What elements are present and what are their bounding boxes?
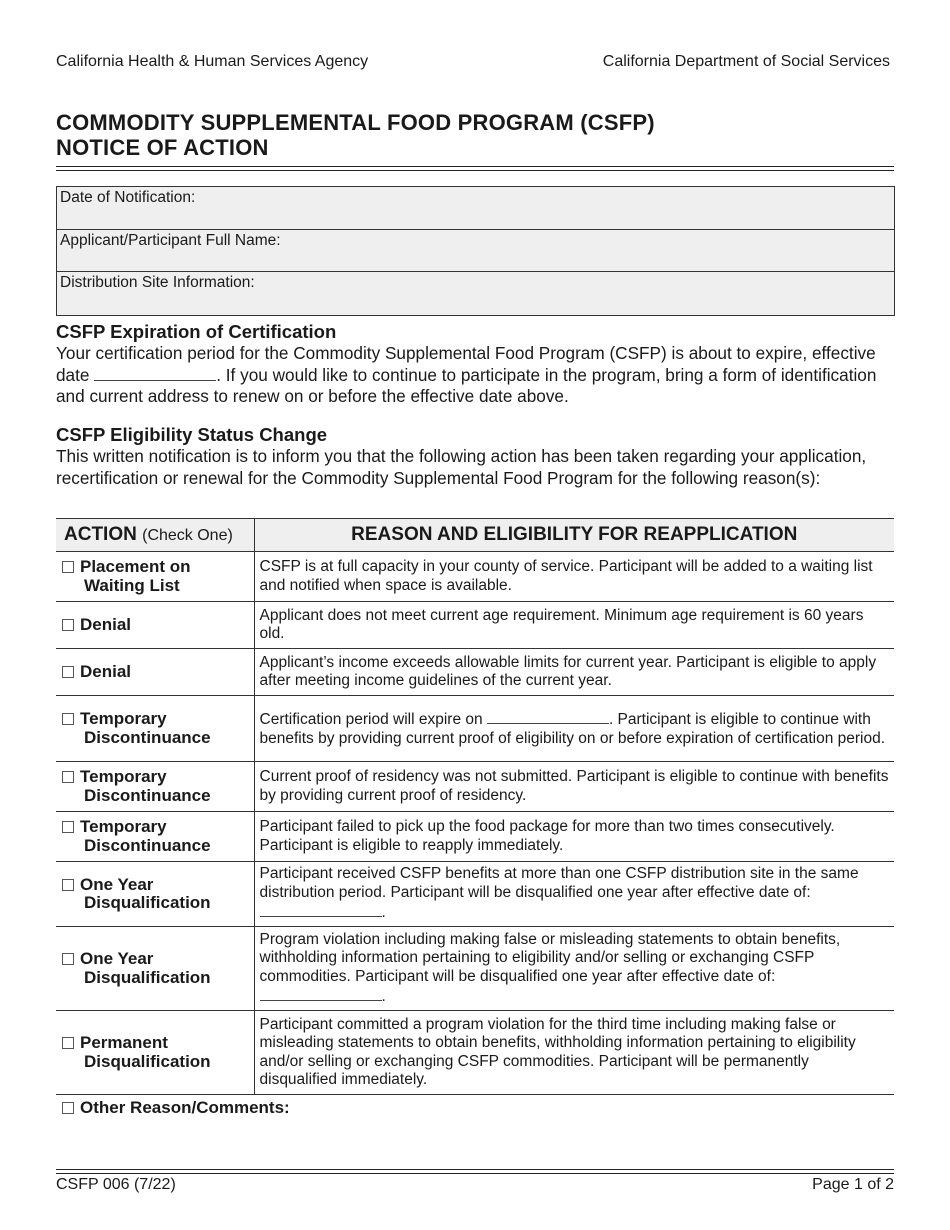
effective-date-blank[interactable]: [94, 366, 216, 381]
table-row: [56, 862, 894, 927]
date-of-notification-label: Date of Notification:: [60, 189, 196, 206]
expiration-section: [56, 321, 896, 408]
distribution-site-field[interactable]: [57, 272, 894, 315]
action-label-2: Disqualification: [84, 967, 211, 987]
footer-divider: [56, 1169, 894, 1174]
table-row: [56, 602, 894, 649]
date-of-notification-field[interactable]: [57, 187, 894, 230]
checkbox[interactable]: [62, 561, 74, 573]
action-header-sub: (Check One): [142, 527, 233, 544]
reason-text-a: Certification period will expire on: [259, 711, 487, 728]
action-label-2: Waiting List: [84, 575, 180, 595]
action-label-2: Discontinuance: [84, 785, 211, 805]
page-number: Page 1 of 2: [812, 1176, 894, 1193]
action-label-2: Disqualification: [84, 1051, 211, 1071]
table-row: [56, 762, 894, 812]
reason-cell: Applicant’s income exceeds allowable limits for current year. Participant is eligible to apply after meeting income guidelines of the current year.: [254, 649, 894, 696]
action-label: One Year: [80, 949, 154, 968]
action-cell: [56, 862, 254, 927]
other-reason-label: Other Reason/Comments:: [80, 1098, 290, 1117]
action-label: Temporary: [80, 709, 167, 728]
action-cell: [56, 552, 254, 602]
reason-text-b: .: [381, 904, 386, 922]
reason-cell: CSFP is at full capacity in your county of service. Participant will be added to a waiting list and notified when space is available.: [254, 552, 894, 602]
distribution-site-label: Distribution Site Information:: [60, 274, 255, 292]
expiration-text-a: Your certification period for the Commodity Supplemental Food Program (CSFP) is about to expire, effective date: [56, 343, 876, 385]
reason-text-a: Program violation including making false or misleading statements to obtain benefits, withholding information pertaining to eligibility and/or selling or exchanging CSFP commodities. Participant will be disqualified one year after effective date of:: [259, 930, 841, 985]
agency-name: California Health & Human Services Agency: [56, 53, 369, 70]
disqualification-date-blank[interactable]: [260, 902, 382, 917]
action-label: Temporary: [80, 817, 167, 836]
checkbox[interactable]: [62, 1037, 74, 1049]
status-change-heading: CSFP Eligibility Status Change: [56, 424, 328, 445]
action-label: Temporary: [80, 767, 167, 786]
checkbox[interactable]: [62, 666, 74, 678]
status-change-section: [56, 424, 896, 489]
reason-text-b: .: [381, 988, 386, 1005]
reason-cell: Current proof of residency was not submitted. Participant is eligible to continue with benefits by providing current proof of residency.: [254, 762, 894, 812]
action-label: Denial: [80, 614, 132, 634]
checkbox[interactable]: [62, 821, 74, 833]
action-column-header: [56, 519, 254, 552]
department-name: California Department of Social Services: [602, 53, 890, 70]
action-label: One Year: [80, 874, 154, 894]
action-header-label: ACTION: [64, 524, 137, 545]
reason-cell: [254, 862, 894, 927]
action-label: Denial: [80, 661, 132, 681]
action-label: Placement on: [80, 557, 191, 576]
table-row: [56, 812, 894, 862]
table-row: [56, 552, 894, 602]
action-label-2: Disqualification: [84, 893, 211, 912]
table-row: [56, 649, 894, 696]
applicant-name-field[interactable]: [57, 230, 894, 273]
action-cell: [56, 649, 254, 696]
table-row: [56, 927, 894, 1011]
action-cell: [56, 812, 254, 862]
table-row: [56, 1011, 894, 1095]
expiration-text-b: . If you would like to continue to participate in the program, bring a form of identification and current address to renew on or before the effective date above.: [56, 364, 877, 406]
title-divider: [56, 166, 894, 171]
action-label-2: Discontinuance: [84, 727, 211, 747]
checkbox[interactable]: [62, 619, 74, 631]
status-change-text: This written notification is to inform you that the following action has been taken regarding your application, recertification or renewal for the Commodity Supplemental Food Program for the following reason(s):: [56, 446, 867, 488]
expiration-text: [56, 343, 896, 408]
action-cell: [56, 602, 254, 649]
action-cell: [56, 696, 254, 762]
reason-cell: [254, 927, 894, 1011]
title-line-2: NOTICE OF ACTION: [56, 135, 269, 160]
checkbox[interactable]: [62, 771, 74, 783]
other-reason: [62, 1098, 290, 1118]
checkbox[interactable]: [62, 879, 74, 891]
info-fields-box: [56, 186, 895, 316]
table-row: [56, 696, 894, 762]
action-label: Permanent: [80, 1033, 168, 1052]
reason-cell: Participant failed to pick up the food package for more than two times consecutively. Participant is eligible to reapply immediately.: [254, 812, 894, 862]
action-table-header: [56, 519, 894, 552]
reason-cell: [254, 696, 894, 762]
form-id: CSFP 006 (7/22): [56, 1176, 176, 1193]
expiration-date-blank[interactable]: [487, 709, 609, 724]
reason-text-a: Participant received CSFP benefits at more than one CSFP distribution site in the same distribution period. Participant will be disqualified one year after effective date of:: [259, 865, 859, 901]
reason-text-b: . Participant is eligible to continue with benefits by providing current proof of eligibility on or before expiration of certification period.: [259, 711, 886, 747]
checkbox[interactable]: [62, 953, 74, 965]
reason-cell: Applicant does not meet current age requirement. Minimum age requirement is 60 years old.: [254, 602, 894, 649]
page-title: [56, 110, 655, 160]
expiration-heading: CSFP Expiration of Certification: [56, 321, 337, 342]
applicant-name-label: Applicant/Participant Full Name:: [60, 231, 281, 249]
action-cell: [56, 927, 254, 1011]
violation-date-blank[interactable]: [260, 986, 382, 1001]
action-cell: [56, 1011, 254, 1095]
reason-column-header: REASON AND ELIGIBILITY FOR REAPPLICATION: [254, 519, 894, 552]
checkbox[interactable]: [62, 713, 74, 725]
title-line-1: COMMODITY SUPPLEMENTAL FOOD PROGRAM (CSFP): [56, 110, 655, 135]
action-cell: [56, 762, 254, 812]
action-label-2: Discontinuance: [84, 835, 211, 855]
other-reason-checkbox[interactable]: [62, 1102, 74, 1114]
reason-cell: Participant committed a program violation for the third time including making false or misleading statements to obtain benefits, withholding information pertaining to eligibility and/or selling or exchanging CSFP commodities. Participant will be permanently disqualified immediately.: [254, 1011, 894, 1095]
action-table: [56, 518, 894, 1095]
